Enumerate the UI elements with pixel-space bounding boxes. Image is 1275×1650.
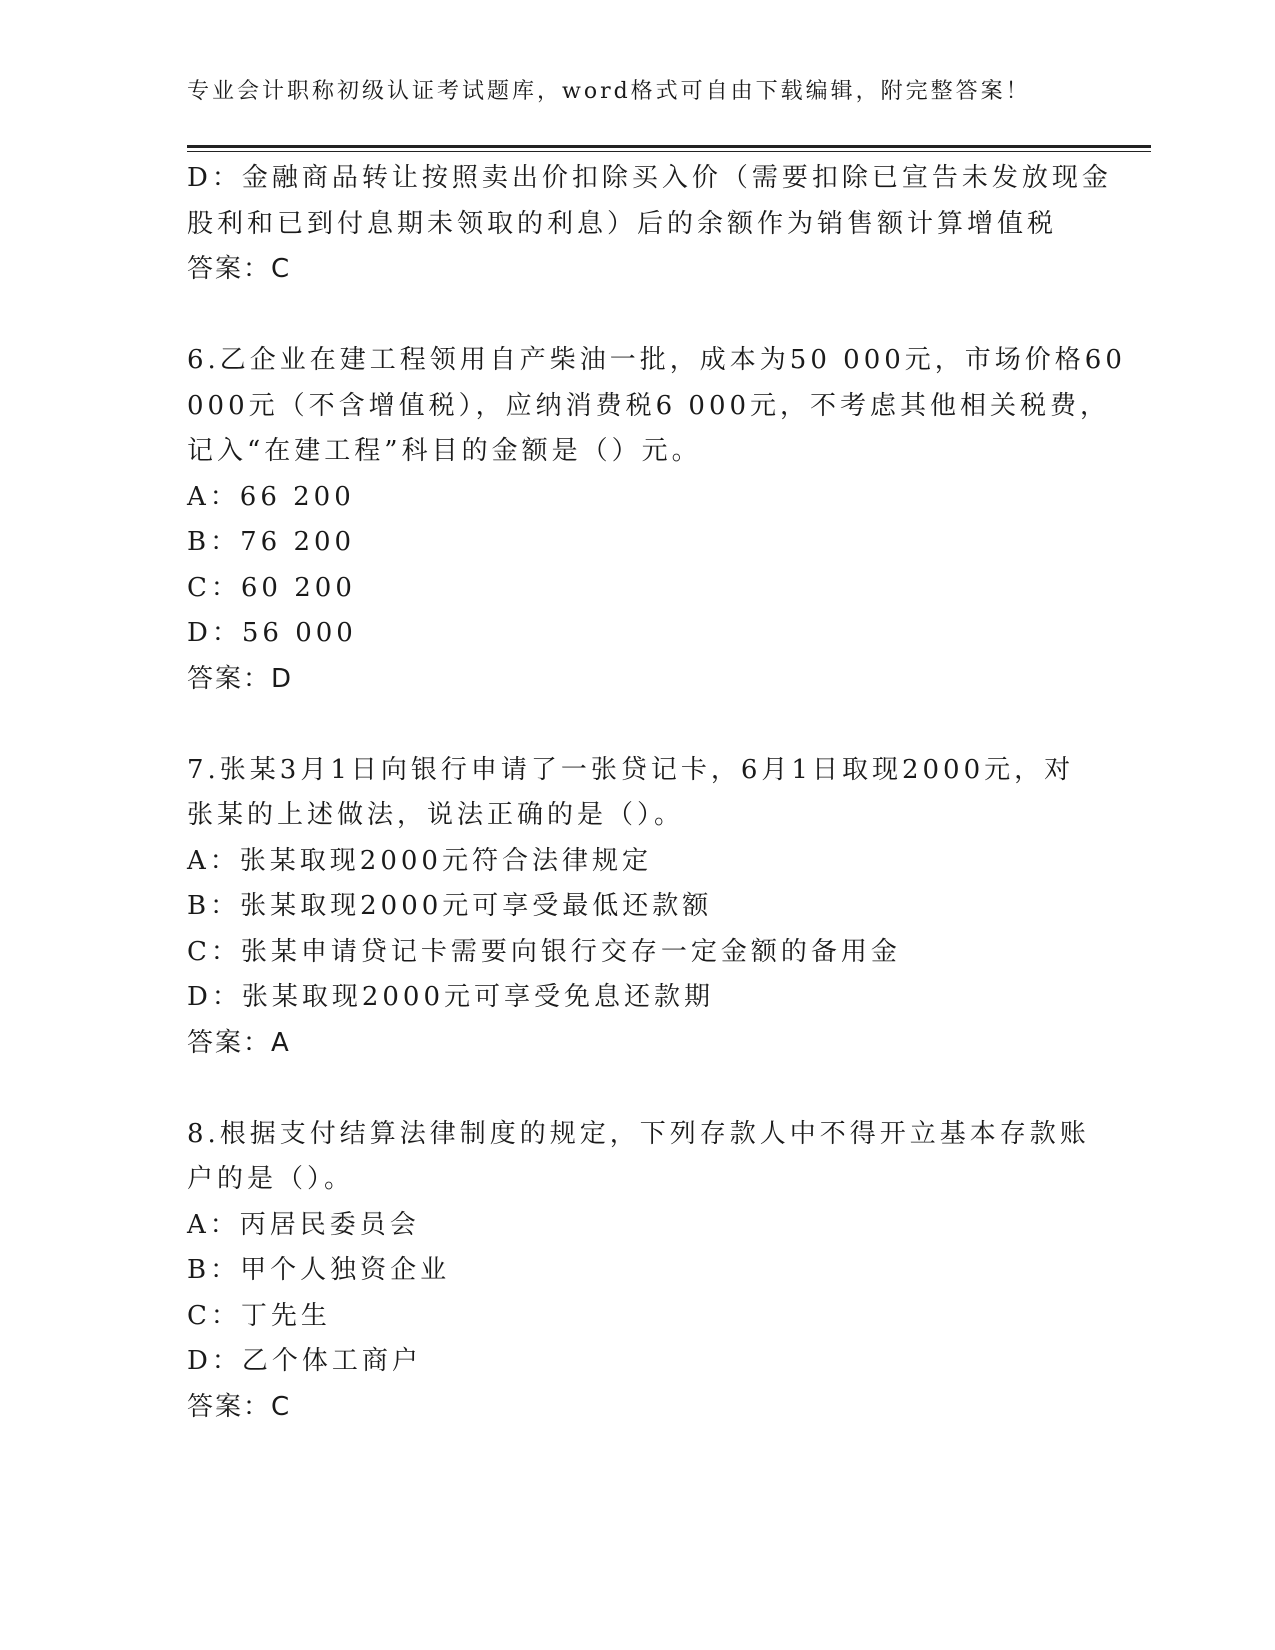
option-d-line-2: 股利和已到付息期未领取的利息）后的余额作为销售额计算增值税 [187, 208, 1058, 239]
option-c: C：丁先生 [187, 1300, 331, 1331]
option-b: B：甲个人独资企业 [187, 1255, 451, 1285]
option-c: C：60 200 [187, 572, 356, 603]
option-a: A：66 200 [187, 481, 355, 512]
question-stem-line-2: 张某的上述做法，说法正确的是（）。 [187, 800, 685, 830]
question-stem-line-2: 000元（不含增值税），应纳消费税6 000元，不考虑其他相关税费， [187, 390, 1111, 421]
option-d: D：56 000 [187, 618, 357, 648]
question-5 [187, 156, 1112, 293]
question-stem-line-2: 户的是（）。 [187, 1164, 355, 1194]
option-c: C：张某申请贷记卡需要向银行交存一定金额的备用金 [187, 936, 901, 967]
header-rule-thin [187, 151, 1151, 152]
option-b: B：张某取现2000元可享受最低还款额 [187, 891, 713, 921]
question-stem-line-1: 6.乙企业在建工程领用自产柴油一批，成本为50 000元，市场价格60 [187, 345, 1126, 375]
question-7 [187, 748, 1087, 1067]
header-rule-thick [187, 145, 1151, 148]
option-d-line-1: D：金融商品转让按照卖出价扣除买入价（需要扣除已宣告未发放现金 [187, 163, 1112, 193]
question-stem-line-1: 8.根据支付结算法律制度的规定，下列存款人中不得开立基本存款账 [187, 1118, 1090, 1149]
option-a: A：丙居民委员会 [187, 1209, 420, 1240]
spacer [187, 293, 1087, 339]
option-d: D：张某取现2000元可享受免息还款期 [187, 982, 715, 1012]
option-a: A：张某取现2000元符合法律规定 [187, 845, 652, 876]
option-d: D：乙个体工商户 [187, 1346, 422, 1376]
question-6 [187, 338, 1126, 702]
answer: 答案：A [187, 1027, 291, 1058]
answer: 答案：C [187, 1391, 292, 1422]
option-b: B：76 200 [187, 527, 356, 557]
spacer [187, 1066, 1087, 1112]
answer: 答案：C [187, 254, 292, 284]
spacer [187, 702, 1087, 748]
question-8 [187, 1112, 1090, 1431]
question-stem-line-1: 7.张某3月1日向银行申请了一张贷记卡，6月1日取现2000元，对 [187, 754, 1075, 785]
page-header: 专业会计职称初级认证考试题库，word格式可自由下载编辑，附完整答案！ [187, 79, 1031, 104]
question-stem-line-3: 记入“在建工程”科目的金额是（）元。 [187, 436, 702, 466]
answer: 答案：D [187, 663, 294, 694]
question-list [187, 156, 1126, 1430]
